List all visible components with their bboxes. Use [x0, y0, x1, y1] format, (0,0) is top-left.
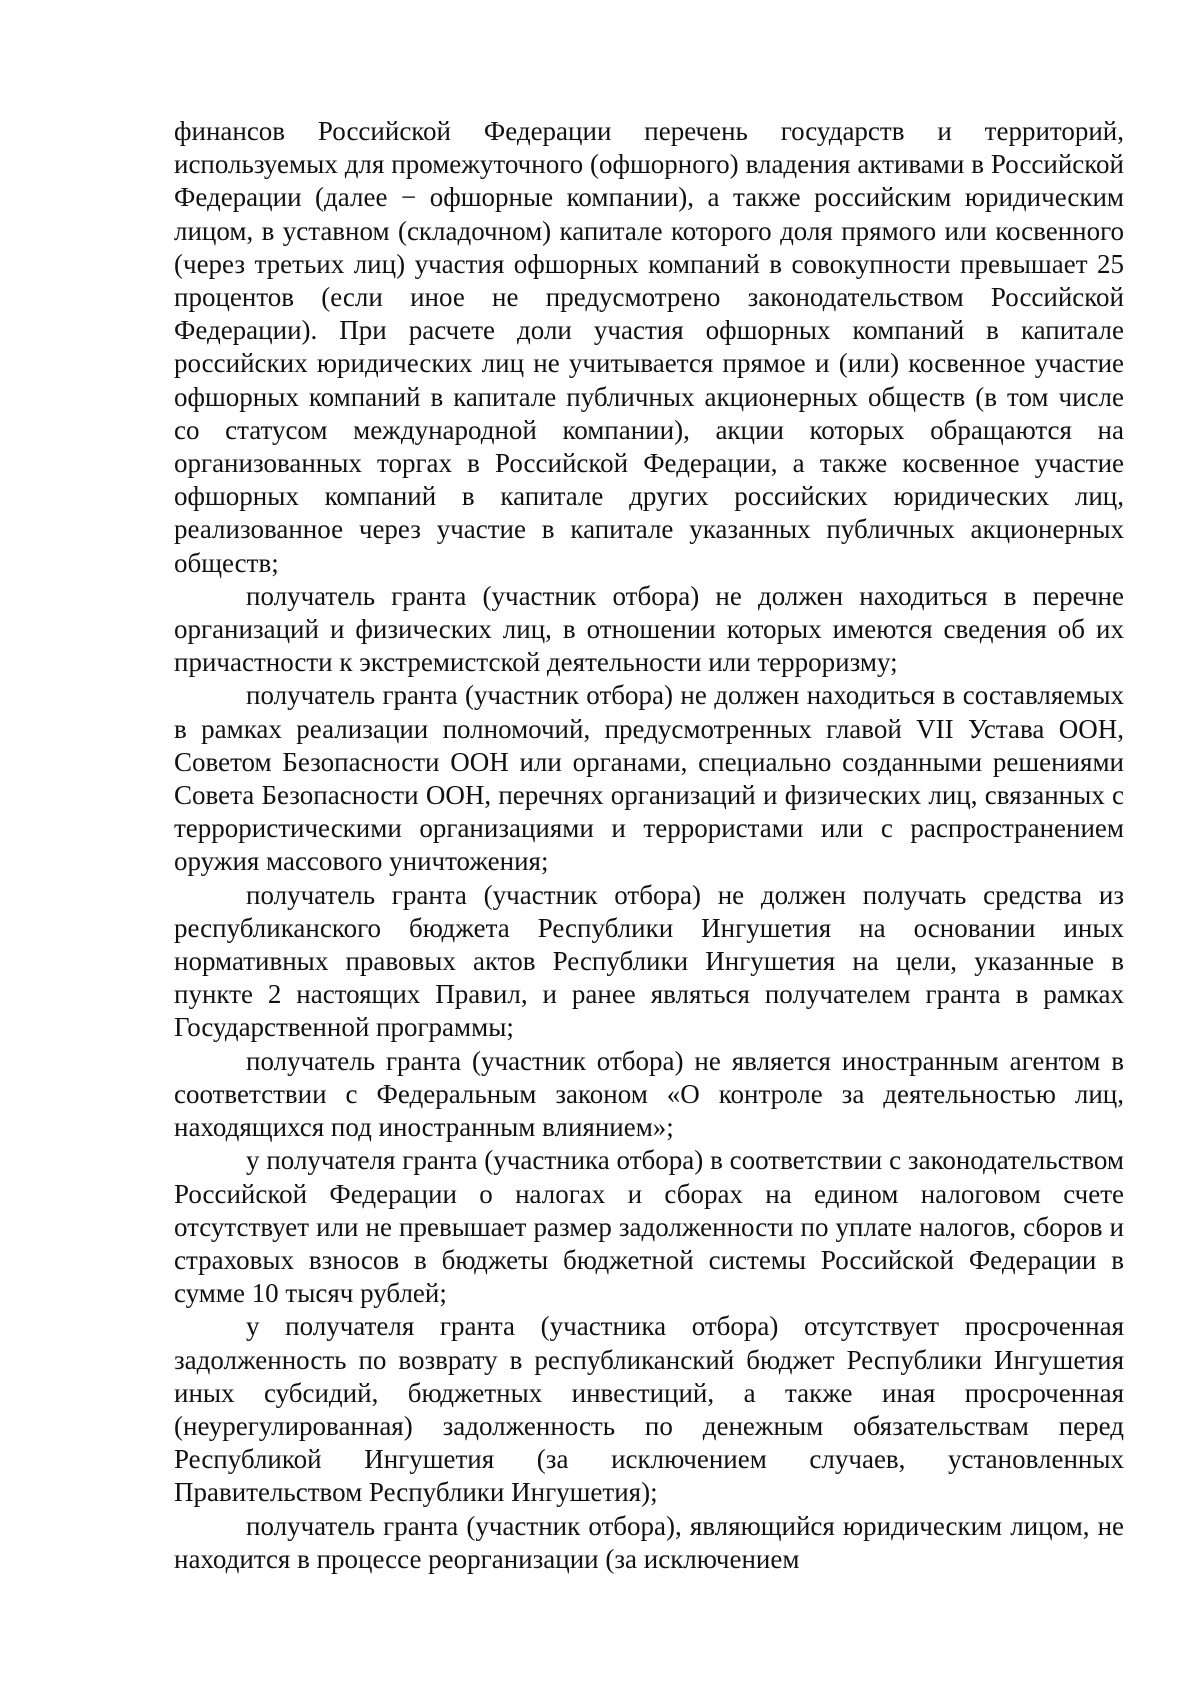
paragraph-no-other-budget-funds: получатель гранта (участник отбора) не должен получать средства из республиканского бюджета Республики Ингушетия на основании иных нормативных правовых актов Республики Ингушетия на цели, указанные в пункте 2 настоящих Правил, и ранее являться получателем гранта в рамках Государственной программы; [174, 879, 1124, 1043]
paragraph-foreign-agent: получатель гранта (участник отбора) не является иностранным агентом в соответствии с Федеральным законом «О контроле за деятельностью лиц, находящихся под иностранным влиянием»; [174, 1045, 1124, 1143]
paragraph-reorganization: получатель гранта (участник отбора), являющийся юридическим лицом, не находится в процессе реорганизации (за исключением [174, 1510, 1124, 1574]
paragraph-extremism-list: получатель гранта (участник отбора) не должен находиться в перечне организаций и физических лиц, в отношении которых имеются сведения об их причастности к экстремистской деятельности или терроризму; [174, 580, 1124, 678]
paragraph-tax-debt: у получателя гранта (участника отбора) в соответствии с законодательством Российской Федерации о налогах и сборах на едином налоговом счете отсутствует или не превышает размер задолженности по уплате налогов, сборов и страховых взносов в бюджеты бюджетной системы Российской Федерации в сумме 10 тысяч рублей; [174, 1145, 1124, 1309]
paragraph-overdue-debt: у получателя гранта (участника отбора) отсутствует просроченная задолженность по возврату в республиканский бюджет Республики Ингушетия иных субсидий, бюджетных инвестиций, а также иная просроченная (неурегулированная) задолженность по денежным обязательствам перед Республикой Ингушетия (за исключением случаев, установленных Правительством Республики Ингушетия); [174, 1311, 1124, 1508]
paragraph-un-sanctions-list: получатель гранта (участник отбора) не должен находиться в составляемых в рамках реализации полномочий, предусмотренных главой VII Устава ООН, Советом Безопасности ООН или органами, специально созданными решениями Совета Безопасности ООН, перечнях организаций и физических лиц, связанных с террористическими организациями и террористами или с распространением оружия массового уничтожения; [174, 680, 1124, 877]
document-body [174, 115, 1124, 1576]
paragraph-offshore-companies: финансов Российской Федерации перечень государств и территорий, используемых для промежуточного (офшорного) владения активами в Российской Федерации (далее − офшорные компании), а также российским юридическим лицом, в уставном (складочном) капитале которого доля прямого или косвенного (через третьих лиц) участия офшорных компаний в совокупности превышает 25 процентов (если иное не предусмотрено законодательством Российской Федерации). При расчете доли участия офшорных компаний в капитале российских юридических лиц не учитывается прямое и (или) косвенное участие офшорных компаний в капитале публичных акционерных обществ (в том числе со статусом международной компании), акции которых обращаются на организованных торгах в Российской Федерации, а также косвенное участие офшорных компаний в капитале других российских юридических лиц, реализованное через участие в капитале указанных публичных акционерных обществ; [174, 116, 1124, 578]
